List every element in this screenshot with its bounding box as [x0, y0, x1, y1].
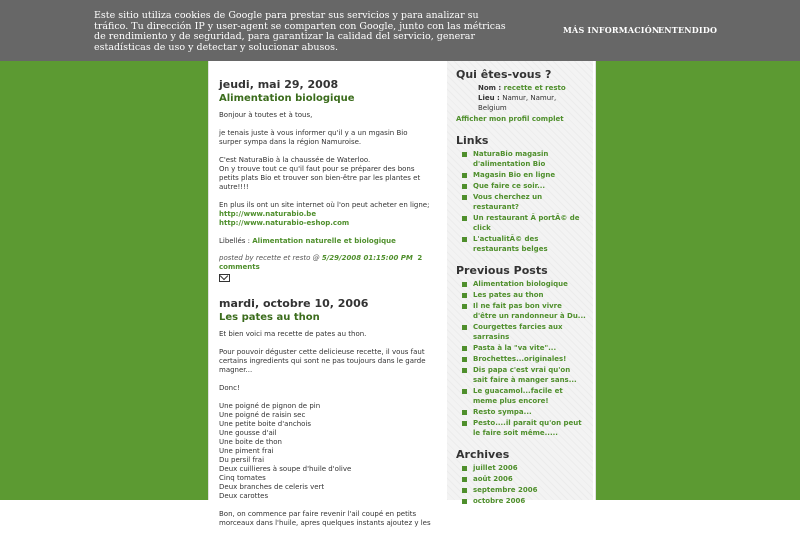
post-paragraph: Donc!	[219, 384, 240, 392]
previous-post-link[interactable]	[456, 354, 586, 364]
ingredient: Une poigné de raisin sec	[219, 411, 306, 419]
bullet-icon	[462, 499, 467, 504]
link-label: Vous cherchez un restaurant?	[473, 193, 543, 211]
sidebar-link[interactable]	[456, 213, 586, 233]
ingredient: Du persil frai	[219, 456, 265, 464]
archive-link[interactable]	[456, 463, 586, 473]
cookie-banner-text: Este sitio utiliza cookies de Google para prestar sus servicios y para analizar su tráfico. Tu dirección IP y user-agent se comparten con Google, junto con las métricas de rendimiento y de seguridad, para garantizar la calidad del servicio, generar estadísticas de uso y detectar y solucionar abusos.	[94, 10, 506, 53]
bullet-icon	[462, 346, 467, 351]
accept-cookies-button[interactable]: ENTENDIDO	[658, 25, 718, 35]
labels-prefix: Libellés :	[219, 237, 253, 245]
link-label: septembre 2006	[473, 486, 538, 494]
naturabio-eshop-link[interactable]: http://www.naturabio-eshop.com	[219, 219, 350, 227]
bullet-icon	[462, 184, 467, 189]
full-profile-link[interactable]: Afficher mon profil complet	[456, 115, 564, 123]
link-label: Magasin Bio en ligne	[473, 171, 556, 179]
links-title: Links	[456, 134, 489, 147]
bullet-icon	[462, 368, 467, 373]
bullet-icon	[462, 293, 467, 298]
archive-link[interactable]	[456, 485, 586, 495]
ingredient: Une gousse d'ail	[219, 429, 277, 437]
post-date: jeudi, mai 29, 2008	[219, 78, 339, 91]
cookie-banner	[0, 0, 800, 61]
post-paragraph: je tenais juste à vous informer qu'il y a un mgasin Bio surper sympa dans la région Namuroise.	[219, 129, 408, 146]
bullet-icon	[462, 410, 467, 415]
name-label: Nom :	[478, 84, 504, 92]
profile-name	[456, 83, 586, 93]
footer-prefix: posted by recette et resto @	[219, 254, 322, 262]
link-label: Pesto....il parait qu'on peut le faire soit même.....	[473, 419, 582, 437]
ingredient: Une poigné de pignon de pin	[219, 402, 321, 410]
previous-post-link[interactable]	[456, 418, 586, 438]
link-label: Pasta à la "va vite"...	[473, 344, 557, 352]
naturabio-link[interactable]: http://www.naturabio.be	[219, 210, 317, 218]
link-label: Courgettes farcies aux sarrasins	[473, 323, 563, 341]
link-label: Dis papa c'est vrai qu'on sait faire à manger sans...	[473, 366, 577, 384]
link-label: Le guacamol...facile et meme plus encore!	[473, 387, 563, 405]
ingredient: Deux cuillieres à soupe d'huile d'olive	[219, 465, 352, 473]
bullet-icon	[462, 421, 467, 426]
bullet-icon	[462, 195, 467, 200]
post-paragraph: Bonjour à toutes et à tous,	[219, 111, 313, 119]
ingredient: Une piment frai	[219, 447, 274, 455]
post-paragraph	[219, 201, 431, 228]
links-section	[456, 134, 586, 254]
sidebar-content	[456, 68, 586, 516]
ingredient: Cinq tomates	[219, 474, 266, 482]
link-label: NaturaBio magasin d'alimentation Bio	[473, 150, 549, 168]
archive-link[interactable]	[456, 496, 586, 506]
link-label: Un restaurant Ã portÃ© de click	[473, 214, 580, 232]
bullet-icon	[462, 477, 467, 482]
previous-post-link[interactable]	[456, 407, 586, 417]
archives-title: Archives	[456, 448, 510, 461]
post-footer	[219, 254, 431, 272]
post	[219, 78, 431, 297]
post-line: En plus ils ont un site internet où l'on peut acheter en ligne;	[219, 201, 430, 209]
ingredient: Une petite boite d'anchois	[219, 420, 312, 428]
sidebar-link[interactable]	[456, 170, 586, 180]
post-title[interactable]: Les pates au thon	[219, 312, 320, 323]
previous-post-link[interactable]	[456, 290, 586, 300]
previous-posts-title: Previous Posts	[456, 264, 548, 277]
previous-post-link[interactable]	[456, 279, 586, 289]
ingredient: Une boite de thon	[219, 438, 282, 446]
profile-location	[456, 93, 586, 113]
sidebar	[447, 58, 593, 505]
ingredient: Deux carottes	[219, 492, 269, 500]
sidebar-link[interactable]	[456, 234, 586, 254]
bullet-icon	[462, 152, 467, 157]
label-link[interactable]: Alimentation naturelle et biologique	[252, 237, 396, 245]
post-date: mardi, octobre 10, 2006	[219, 297, 369, 310]
email-post-icon[interactable]	[219, 274, 230, 282]
bullet-icon	[462, 488, 467, 493]
previous-posts-section	[456, 264, 586, 438]
link-label: L'actualitÃ© des restaurants belges	[473, 235, 548, 253]
link-label: Alimentation biologique	[473, 280, 568, 288]
comments-link[interactable]: 2 comments	[219, 254, 423, 271]
profile-name-link[interactable]: recette et resto	[503, 84, 566, 92]
ingredient: Deux branches de celeris vert	[219, 483, 325, 491]
bullet-icon	[462, 282, 467, 287]
archives-section	[456, 448, 586, 506]
sidebar-link[interactable]	[456, 181, 586, 191]
links-list	[456, 149, 586, 254]
link-label: août 2006	[473, 475, 513, 483]
bullet-icon	[462, 466, 467, 471]
bullet-icon	[462, 173, 467, 178]
link-label: Il ne fait pas bon vivre d'être un randonneur à Du...	[473, 302, 586, 320]
post-line: On y trouve tout ce qu'il faut pour se préparer des bons petits plats Bio et trouver son bien-être par les plantes et autre!!!!	[219, 165, 421, 191]
link-label: octobre 2006	[473, 497, 526, 505]
bullet-icon	[462, 357, 467, 362]
link-label: Resto sympa...	[473, 408, 532, 416]
location-value: Namur, Namur, Belgium	[478, 94, 557, 112]
post-paragraph: Pour pouvoir déguster cette delicieuse recette, il vous faut certains ingredients qui sont ne pas toujours dans le garde magner...	[219, 348, 426, 374]
previous-post-link[interactable]	[456, 322, 586, 342]
previous-post-link[interactable]	[456, 365, 586, 385]
permalink[interactable]: 5/29/2008 01:15:00 PM	[321, 254, 413, 262]
post	[219, 297, 431, 528]
post-title[interactable]: Alimentation biologique	[219, 93, 355, 104]
main-posts	[219, 78, 431, 537]
link-label: Que faire ce soir...	[473, 182, 546, 190]
bullet-icon	[462, 237, 467, 242]
link-label: juillet 2006	[473, 464, 518, 472]
profile-section	[456, 68, 586, 124]
link-label: Brochettes...originales!	[473, 355, 567, 363]
post-paragraph	[219, 156, 431, 192]
post-paragraph: Et bien voici ma recette de pates au thon.	[219, 330, 367, 338]
link-label: Les pates au thon	[473, 291, 544, 299]
bullet-icon	[462, 325, 467, 330]
more-info-button[interactable]: MÁS INFORMACIÓN	[563, 25, 660, 35]
post-labels	[219, 237, 431, 246]
sidebar-link[interactable]	[456, 149, 586, 169]
post-line: C'est NaturaBio à la chaussée de Waterloo.	[219, 156, 371, 164]
bullet-icon	[462, 216, 467, 221]
profile-title: Qui êtes-vous ?	[456, 68, 552, 81]
location-label: Lieu :	[478, 94, 503, 102]
previous-post-link[interactable]	[456, 386, 586, 406]
bullet-icon	[462, 389, 467, 394]
previous-post-link[interactable]	[456, 301, 586, 321]
ingredient-list	[219, 402, 431, 501]
sidebar-link[interactable]	[456, 192, 586, 212]
archive-link[interactable]	[456, 474, 586, 484]
previous-posts-list	[456, 279, 586, 438]
post-paragraph: Bon, on commence par faire revenir l'ail coupé en petits morceaux dans l'huile, apres quelques instants ajoutez y les	[219, 510, 431, 527]
bullet-icon	[462, 304, 467, 309]
previous-post-link[interactable]	[456, 343, 586, 353]
